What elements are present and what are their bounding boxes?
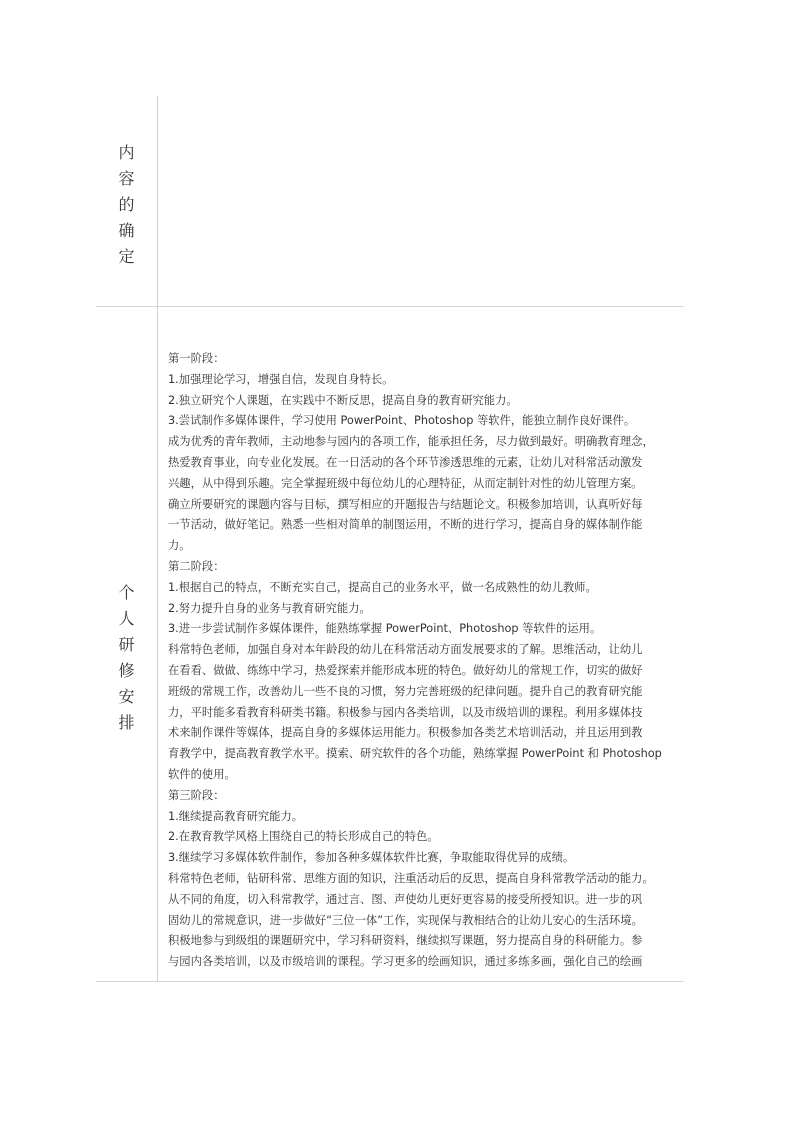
text-line: 从不同的角度，切入科常教学，通过言、图、声使幼儿更好更容易的接受所授知识。进一步的巩	[168, 892, 643, 906]
text-line: 确立所要研究的课题内容与目标，撰写相应的开题报告与结题论文。积极参加培训，认真听好每	[168, 497, 643, 511]
row-divider	[96, 306, 684, 307]
text-line: 术来制作课件等媒体，提高自身的多媒体运用能力。积极参加各类艺术培训活动，并且运用到教	[168, 726, 643, 740]
text-line: 第二阶段：	[168, 559, 225, 573]
row-label-content-determination: 内 容 的 确 定	[118, 143, 135, 266]
text-line: 与园内各类培训，以及市级培训的课程。学习更多的绘画知识，通过多练多画，强化自己的绘画	[168, 955, 643, 969]
text-line: 3.继续学习多媒体软件制作，参加各种多媒体软件比赛，争取能取得优异的成绩。	[168, 851, 575, 865]
text-line: 一节活动，做好笔记。熟悉一些相对简单的制图运用，不断的进行学习，提高自身的媒体制作能	[168, 518, 643, 532]
plan-content	[168, 349, 678, 973]
text-line: 科常特色老师，钻研科常、思维方面的知识，注重活动后的反思，提高自身科常教学活动的能力。	[168, 871, 654, 885]
text-line: 3.尝试制作多媒体课件，学习使用 PowerPoint、Photoshop 等软件，能独立制作良好课件。	[168, 414, 636, 428]
table-bottom-border	[96, 981, 684, 982]
row-label-personal-study-plan: 个 人 研 修 安 排	[118, 583, 135, 732]
text-line: 2.努力提升自身的业务与教育研究能力。	[168, 601, 371, 615]
text-line: 1.根据自己的特点，不断充实自己，提高自己的业务水平，做一名成熟性的幼儿教师。	[168, 580, 597, 594]
text-line: 3.进一步尝试制作多媒体课件，能熟练掌握 PowerPoint、Photoshop 等软件的运用。	[168, 622, 602, 636]
text-line: 力。	[168, 539, 191, 553]
plan-table	[96, 96, 684, 982]
text-line: 1.继续提高教育研究能力。	[168, 809, 304, 823]
text-line: 兴趣，从中得到乐趣。完全掌握班级中每位幼儿的心理特征，从而定制针对性的幼儿管理方案。	[168, 476, 643, 490]
text-line: 力，平时能多看教育科研类书籍。积极参与园内各类培训，以及市级培训的课程。利用多媒体技	[168, 705, 643, 719]
text-line: 1.加强理论学习，增强自信，发现自身特长。	[168, 372, 394, 386]
text-line: 2.独立研究个人课题，在实践中不断反思，提高自身的教育研究能力。	[168, 393, 518, 407]
text-line: 科常特色老师，加强自身对本年龄段的幼儿在科常活动方面发展要求的了解。思维活动，让幼儿	[168, 643, 643, 657]
text-line: 积极地参与到级组的课题研究中，学习科研资料，继续拟写课题，努力提高自身的科研能力。参	[168, 934, 643, 948]
text-line: 育教学中，提高教育教学水平。摸索、研究软件的各个功能，熟练掌握 PowerPoint 和 Photoshop	[168, 747, 662, 761]
text-line: 热爱教育事业，向专业化发展。在一日活动的各个环节渗透思维的元素，让幼儿对科常活动激发	[168, 455, 643, 469]
text-line: 在看看、做做、练练中学习，热爱探索并能形成本班的特色。做好幼儿的常规工作，切实的做好	[168, 663, 643, 677]
text-line: 固幼儿的常规意识，进一步做好“三位一体”工作，实现保与教相结合的让幼儿安心的生活环境。	[168, 913, 643, 927]
text-line: 成为优秀的青年教师，主动地参与园内的各项工作，能承担任务，尽力做到最好。明确教育理念，	[168, 435, 654, 449]
text-line: 班级的常规工作，改善幼儿一些不良的习惯，努力完善班级的纪律问题。提升自己的教育研究能	[168, 684, 643, 698]
column-divider	[157, 96, 158, 982]
text-line: 2.在教育教学风格上围绕自己的特长形成自己的特色。	[168, 830, 439, 844]
text-line: 第三阶段：	[168, 788, 225, 802]
text-line: 第一阶段：	[168, 352, 225, 365]
text-line: 软件的使用。	[168, 767, 236, 781]
